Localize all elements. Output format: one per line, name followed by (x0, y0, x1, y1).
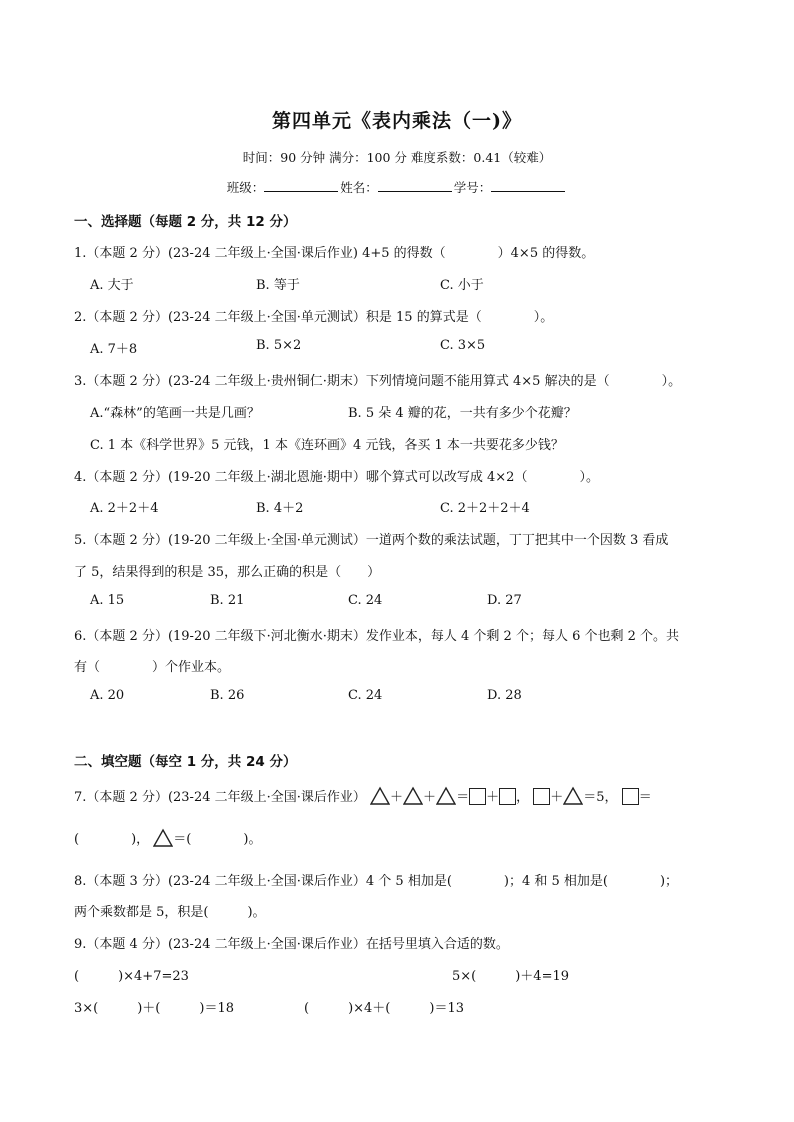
name-label: 姓名： (340, 180, 378, 195)
question-6-line-2: 有（ ）个作业本。 (74, 660, 231, 675)
square-icon (533, 788, 550, 805)
q7-answer-square[interactable]: ( )， (74, 832, 150, 847)
square-icon (499, 788, 516, 805)
q4-option-a[interactable]: A. 2＋2＋4 (90, 501, 159, 516)
class-blank[interactable] (264, 179, 338, 192)
q4-option-c[interactable]: C. 2＋2＋2＋4 (440, 501, 530, 516)
q5-option-d[interactable]: D. 27 (487, 593, 522, 608)
question-6-line-1: 6.（本题 2 分）(19-20 二年级下·河北衡水·期末）发作业本，每人 4 个剩 2 个；每人 6 个也剩 2 个。共 (74, 629, 680, 644)
q4-option-b[interactable]: B. 4＋2 (256, 501, 304, 516)
q7-plus-4: ＋ (550, 790, 564, 805)
q9-equation-3[interactable]: 3×( )＋( )＝18 (74, 1001, 234, 1016)
q6-option-a[interactable]: A. 20 (90, 688, 125, 703)
name-blank[interactable] (378, 179, 452, 192)
question-2: 2.（本题 2 分）(23-24 二年级上·全国·单元测试）积是 15 的算式是（ ）。 (74, 310, 554, 325)
section-2-title: 二、填空题（每空 1 分，共 24 分） (74, 754, 297, 770)
q6-option-d[interactable]: D. 28 (487, 688, 522, 703)
triangle-icon (563, 786, 583, 806)
triangle-icon (403, 786, 423, 806)
q1-option-c[interactable]: C. 小于 (440, 278, 484, 293)
q7-plus-3: ＋ (486, 790, 500, 805)
question-4: 4.（本题 2 分）(19-20 二年级上·湖北恩施·期中）哪个算式可以改写成 4×2（ ）。 (74, 470, 599, 485)
square-icon (469, 788, 486, 805)
q9-equation-4[interactable]: ( )×4＋( )＝13 (304, 1001, 464, 1016)
question-3: 3.（本题 2 分）(23-24 二年级上·贵州铜仁·期末）下列情境问题不能用算式 4×5 解决的是（ ）。 (74, 374, 682, 389)
q5-option-a[interactable]: A. 15 (90, 593, 125, 608)
q6-option-c[interactable]: C. 24 (348, 688, 383, 703)
q1-option-a[interactable]: A. 大于 (90, 278, 134, 293)
q6-option-b[interactable]: B. 26 (210, 688, 245, 703)
q9-equation-2[interactable]: 5×( )＋4=19 (452, 969, 570, 984)
q3-option-c[interactable]: C. 1 本《科学世界》5 元钱，1 本《连环画》4 元钱，各买 1 本一共要花多少钱？ (90, 438, 564, 453)
page-title: 第四单元《表内乘法（一)》 (272, 110, 522, 132)
q7-plus-2: ＋ (423, 790, 437, 805)
q5-option-c[interactable]: C. 24 (348, 593, 383, 608)
q7-answer-triangle[interactable]: ＝( )。 (173, 832, 262, 847)
question-1: 1.（本题 2 分）(23-24 二年级上·全国·课后作业) 4+5 的得数（ ）4×5 的得数。 (74, 246, 595, 261)
question-7-line-1 (74, 786, 652, 806)
q3-option-b[interactable]: B. 5 朵 4 瓣的花，一共有多少个花瓣？ (348, 406, 577, 421)
q2-option-b[interactable]: B. 5×2 (256, 338, 302, 353)
triangle-icon (370, 786, 390, 806)
q7-equals-1: ＝ (456, 790, 470, 805)
triangle-icon (436, 786, 456, 806)
q9-equation-1[interactable]: ( )×4+7=23 (74, 969, 189, 984)
question-9: 9.（本题 4 分）(23-24 二年级上·全国·课后作业）在括号里填入合适的数。 (74, 937, 509, 952)
q2-option-c[interactable]: C. 3×5 (440, 338, 486, 353)
q3-option-a[interactable]: A.“森林”的笔画一共是几画？ (90, 406, 260, 421)
q1-option-b[interactable]: B. 等于 (256, 278, 300, 293)
q7-equals-5: ＝5， (583, 790, 618, 805)
q7-plus-1: ＋ (390, 790, 404, 805)
q5-option-b[interactable]: B. 21 (210, 593, 245, 608)
class-label: 班级： (226, 180, 265, 195)
id-blank[interactable] (491, 179, 565, 192)
triangle-icon (153, 828, 173, 848)
id-label: 学号： (453, 180, 492, 195)
q2-option-a[interactable]: A. 7＋8 (90, 342, 138, 357)
exam-meta: 时间：90 分钟 满分：100 分 难度系数：0.41（较难） (242, 150, 552, 165)
question-8-line-1: 8.（本题 3 分）(23-24 二年级上·全国·课后作业）4 个 5 相加是( )；4 和 5 相加是( )； (74, 874, 679, 889)
q7-equals-end: ＝ (638, 790, 652, 805)
student-info (0, 178, 794, 196)
question-5-line-2: 了 5，结果得到的积是 35，那么正确的积是（ ） (74, 565, 381, 580)
square-icon (622, 788, 639, 805)
q7-prefix: 7.（本题 2 分）(23-24 二年级上·全国·课后作业） (74, 790, 366, 805)
question-5-line-1: 5.（本题 2 分）(19-20 二年级上·全国·单元测试）一道两个数的乘法试题，丁丁把其中一个因数 3 看成 (74, 533, 669, 548)
section-1-title: 一、选择题（每题 2 分，共 12 分） (74, 214, 297, 230)
question-7-line-2 (74, 828, 261, 848)
q7-comma: ， (516, 790, 530, 805)
question-8-line-2: 两个乘数都是 5，积是( )。 (74, 905, 266, 920)
